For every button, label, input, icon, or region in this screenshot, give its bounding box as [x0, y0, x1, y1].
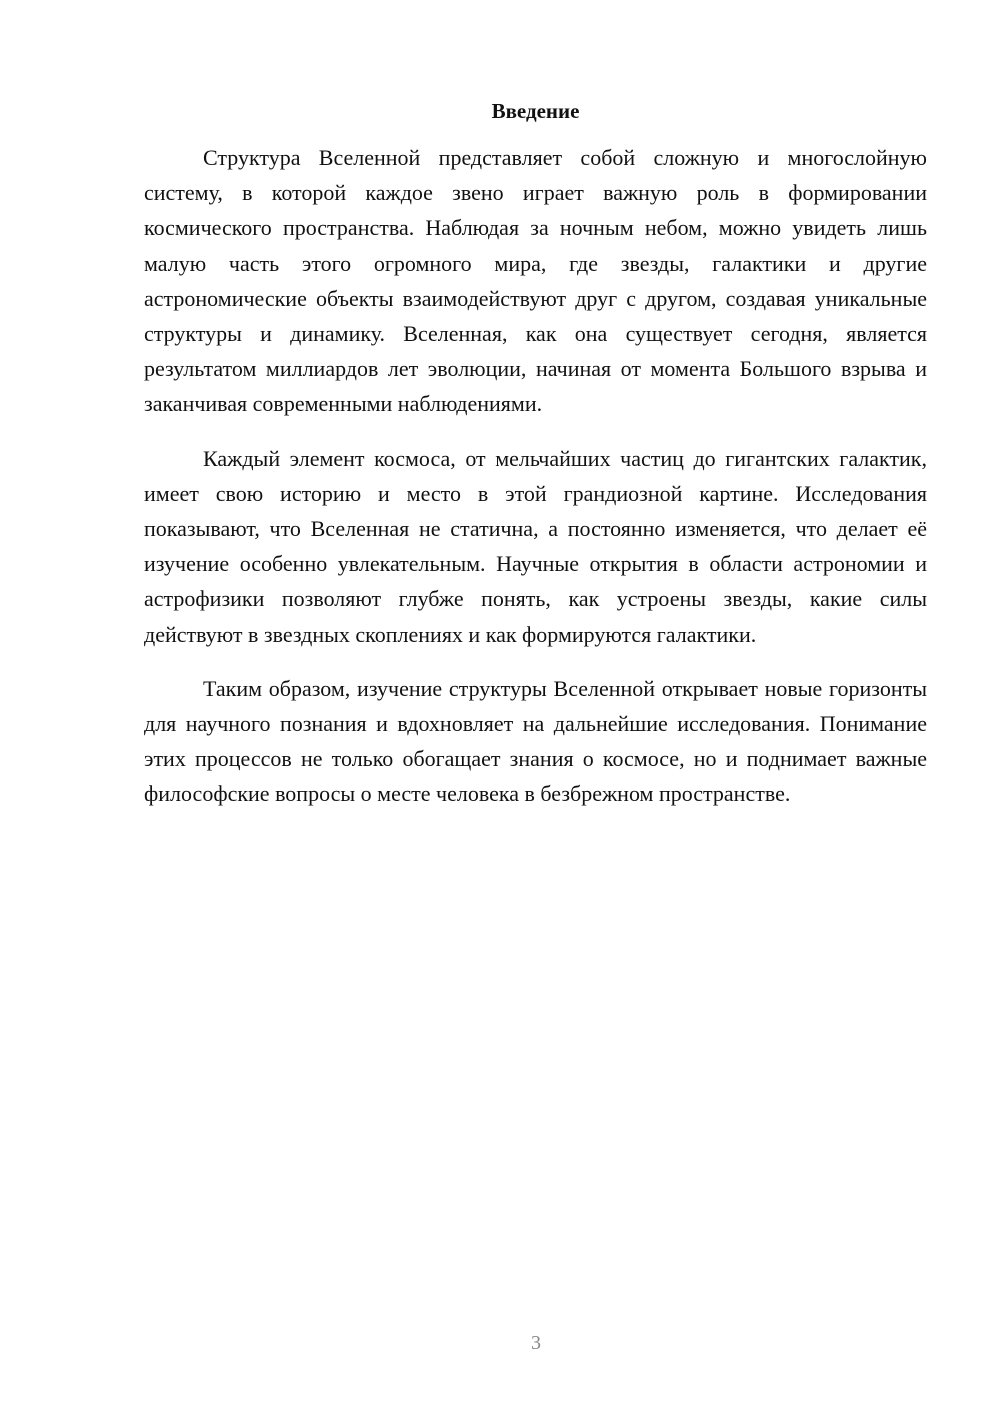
page-number: 3 — [531, 1332, 541, 1354]
section-heading: Введение — [491, 99, 580, 123]
paragraph-3: Таким образом, изучение структуры Вселенной открывает новые горизонты для научного познания и вдохновляет на дальнейшие исследования. Понимание этих процессов не только обогащает знания о космосе, но и поднимает важные философские вопросы о месте человека в безбрежном пространстве. — [144, 675, 927, 807]
page-content — [144, 96, 927, 831]
paragraph-2: Каждый элемент космоса, от мельчайших частиц до гигантских галактик, имеет свою историю и место в этой грандиозной картине. Исследования показывают, что Вселенная не статична, а постоянно изменяется, что делает её изучение особенно увлекательным. Научные открытия в области астрономии и астрофизики позволяют глубже понять, как устроены звезды, какие силы действуют в звездных скоплениях и как формируются галактики. — [144, 445, 927, 647]
paragraph-1: Структура Вселенной представляет собой сложную и многослойную систему, в которой каждое звено играет важную роль в формировании космического пространства. Наблюдая за ночным небом, можно увидеть лишь малую часть этого огромного мира, где звезды, галактики и другие астрономические объекты взаимодействуют друг с другом, создавая уникальные структуры и динамику. Вселенная, как она существует сегодня, является результатом миллиардов лет эволюции, начиная от момента Большого взрыва и заканчивая современными наблюдениями. — [144, 145, 927, 417]
